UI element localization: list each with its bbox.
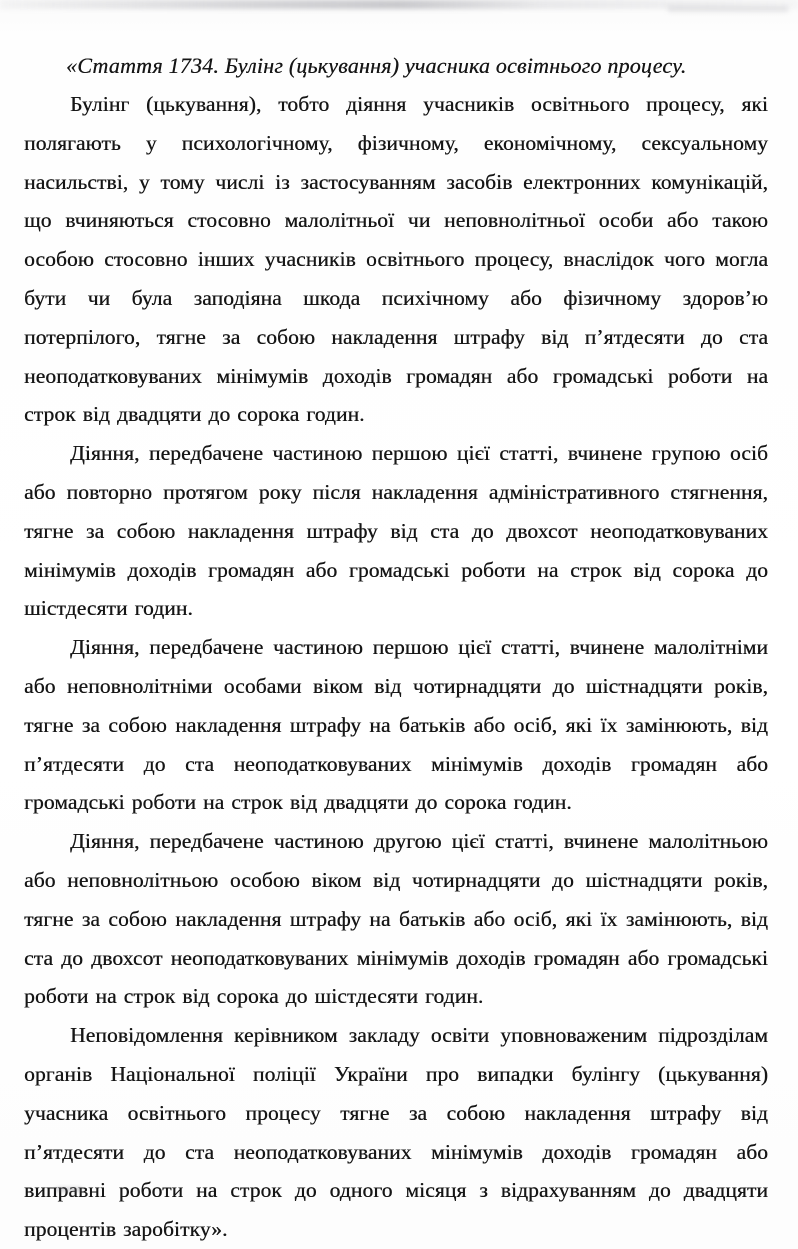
article-title: «Стаття 1734. Булінг (цькування) учасника освітнього процесу. (66, 53, 687, 78)
paragraph-part-5: Неповідомлення керівником закладу освіти уповноваженим підрозділам органів Національної поліції України про випадки булінгу (цькування) учасника освітнього процесу тягне за собою накладення штрафу від п’ятдесяти до ста неоподатковуваних мінімумів доходів громадян або виправні роботи на строк до одного місяця з відрахуванням до двадцяти процентів заробітку». (24, 1023, 768, 1242)
paragraph-part-1: Булінг (цькування), тобто діяння учасників освітнього процесу, які полягають у психологічному, фізичному, економічному, сексуальному насильстві, у тому числі із застосуванням засобів електронних комунікацій, що вчиняються стосовно малолітньої чи неповнолітньої особи або такою особою стосовно інших учасників освітнього процесу, внаслідок чого могла бути чи була заподіяна шкода психічному або фізичному здоров’ю потерпілого, тягне за собою накладення штрафу від п’ятдесяти до ста неоподатковуваних мінімумів доходів громадян або громадські роботи на строк від двадцяти до сорока годин. (24, 92, 768, 427)
paragraph-part-3: Діяння, передбачене частиною першою цієї статті, вчинене малолітніми або неповнолітніми особами віком від чотирнадцяти до шістнадцяти років, тягне за собою накладення штрафу на батьків або осіб, які їх замінюють, від п’ятдесяти до ста неоподатковуваних мінімумів доходів громадян або громадські роботи на строк від двадцяти до сорока годин. (24, 635, 768, 815)
paragraph-part-2: Діяння, передбачене частиною першою цієї статті, вчинене групою осіб або повторно протягом року після накладення адміністративного стягнення, тягне за собою накладення штрафу від ста до двохсот неоподатковуваних мінімумів доходів громадян або громадські роботи на строк від сорока до шістдесяти годин. (24, 441, 768, 621)
paragraph-part-4: Діяння, передбачене частиною другою цієї статті, вчинене малолітньою або неповнолітньою особою віком від чотирнадцяти до шістнадцяти років, тягне за собою накладення штрафу на батьків або осіб, які їх замінюють, від ста до двохсот неоподатковуваних мінімумів доходів громадян або громадські роботи на строк від сорока до шістдесяти годин. (24, 829, 768, 1009)
scan-smudge-top (0, 0, 798, 9)
scan-smudge-right (668, 6, 788, 12)
